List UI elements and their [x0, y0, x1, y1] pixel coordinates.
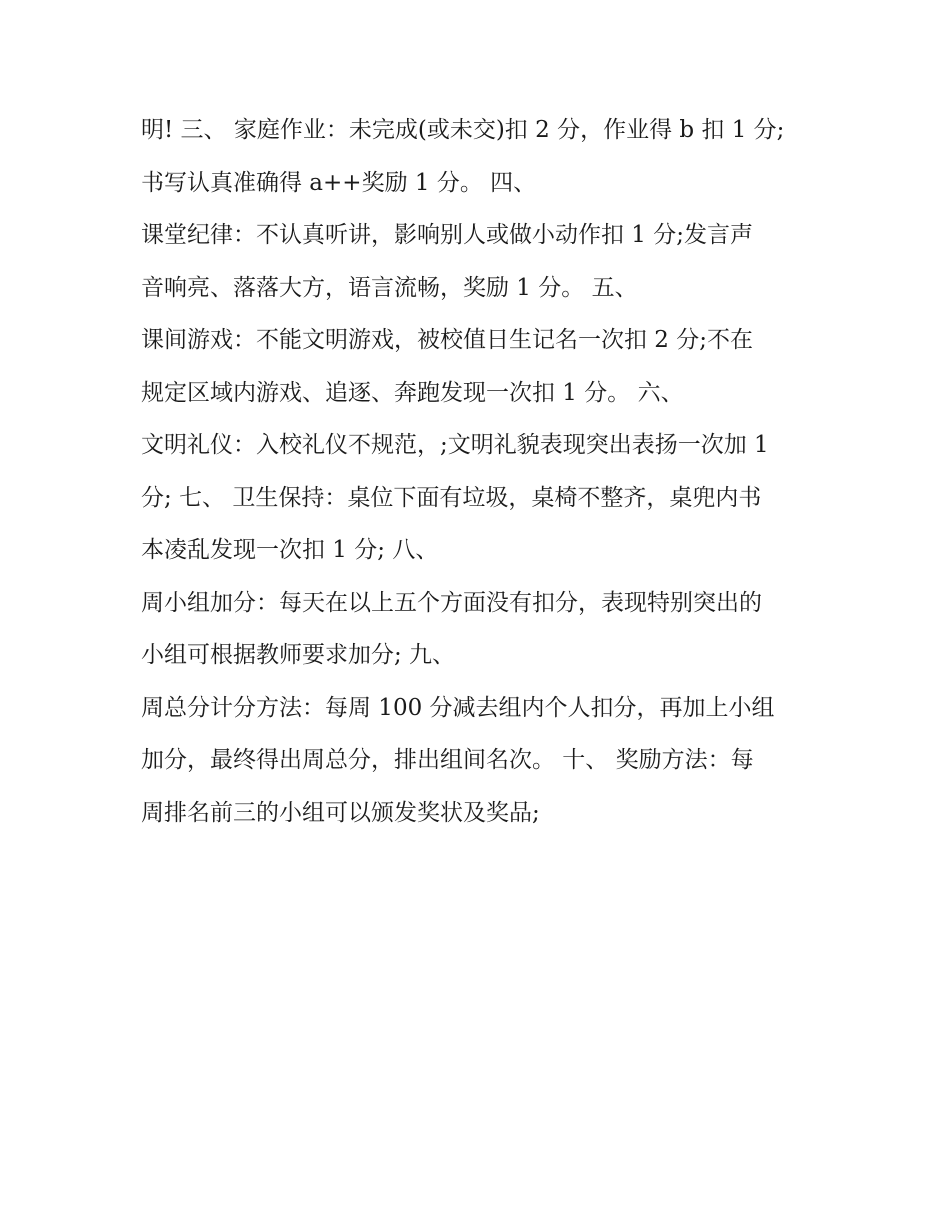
text-line: 周排名前三的小组可以颁发奖状及奖品; [141, 799, 540, 826]
text-line: 课堂纪律：不认真听讲，影响别人或做小动作扣 1 分;发言声 [141, 222, 754, 248]
text-line: 文明礼仪：入校礼仪不规范，;文明礼貌表现突出表扬一次加 1 [141, 432, 769, 458]
text-line: 本凌乱发现一次扣 1 分; 八、 [141, 537, 439, 563]
text-line: 周总分计分方法：每周 100 分减去组内个人扣分，再加上小组 [141, 694, 775, 721]
text-line: 小组可根据教师要求加分; 九、 [141, 642, 456, 668]
text-line: 加分，最终得出周总分，排出组间名次。 十、 奖励方法：每 [141, 747, 754, 773]
text-line: 周小组加分：每天在以上五个方面没有扣分，表现特别突出的 [141, 589, 762, 616]
text-line: 课间游戏：不能文明游戏，被校值日生记名一次扣 2 分;不在 [141, 327, 754, 353]
document-body [141, 108, 841, 843]
text-line: 分; 七、 卫生保持：桌位下面有垃圾，桌椅不整齐，桌兜内书 [141, 484, 762, 511]
text-line: 明! 三、 家庭作业：未完成(或未交)扣 2 分，作业得 b 扣 1 分; [141, 117, 785, 143]
text-line: 规定区域内游戏、追逐、奔跑发现一次扣 1 分。 六、 [141, 379, 684, 406]
text-line: 书写认真准确得 a++奖励 1 分。 四、 [141, 169, 537, 196]
text-line: 音响亮、落落大方，语言流畅，奖励 1 分。 五、 [141, 274, 638, 301]
